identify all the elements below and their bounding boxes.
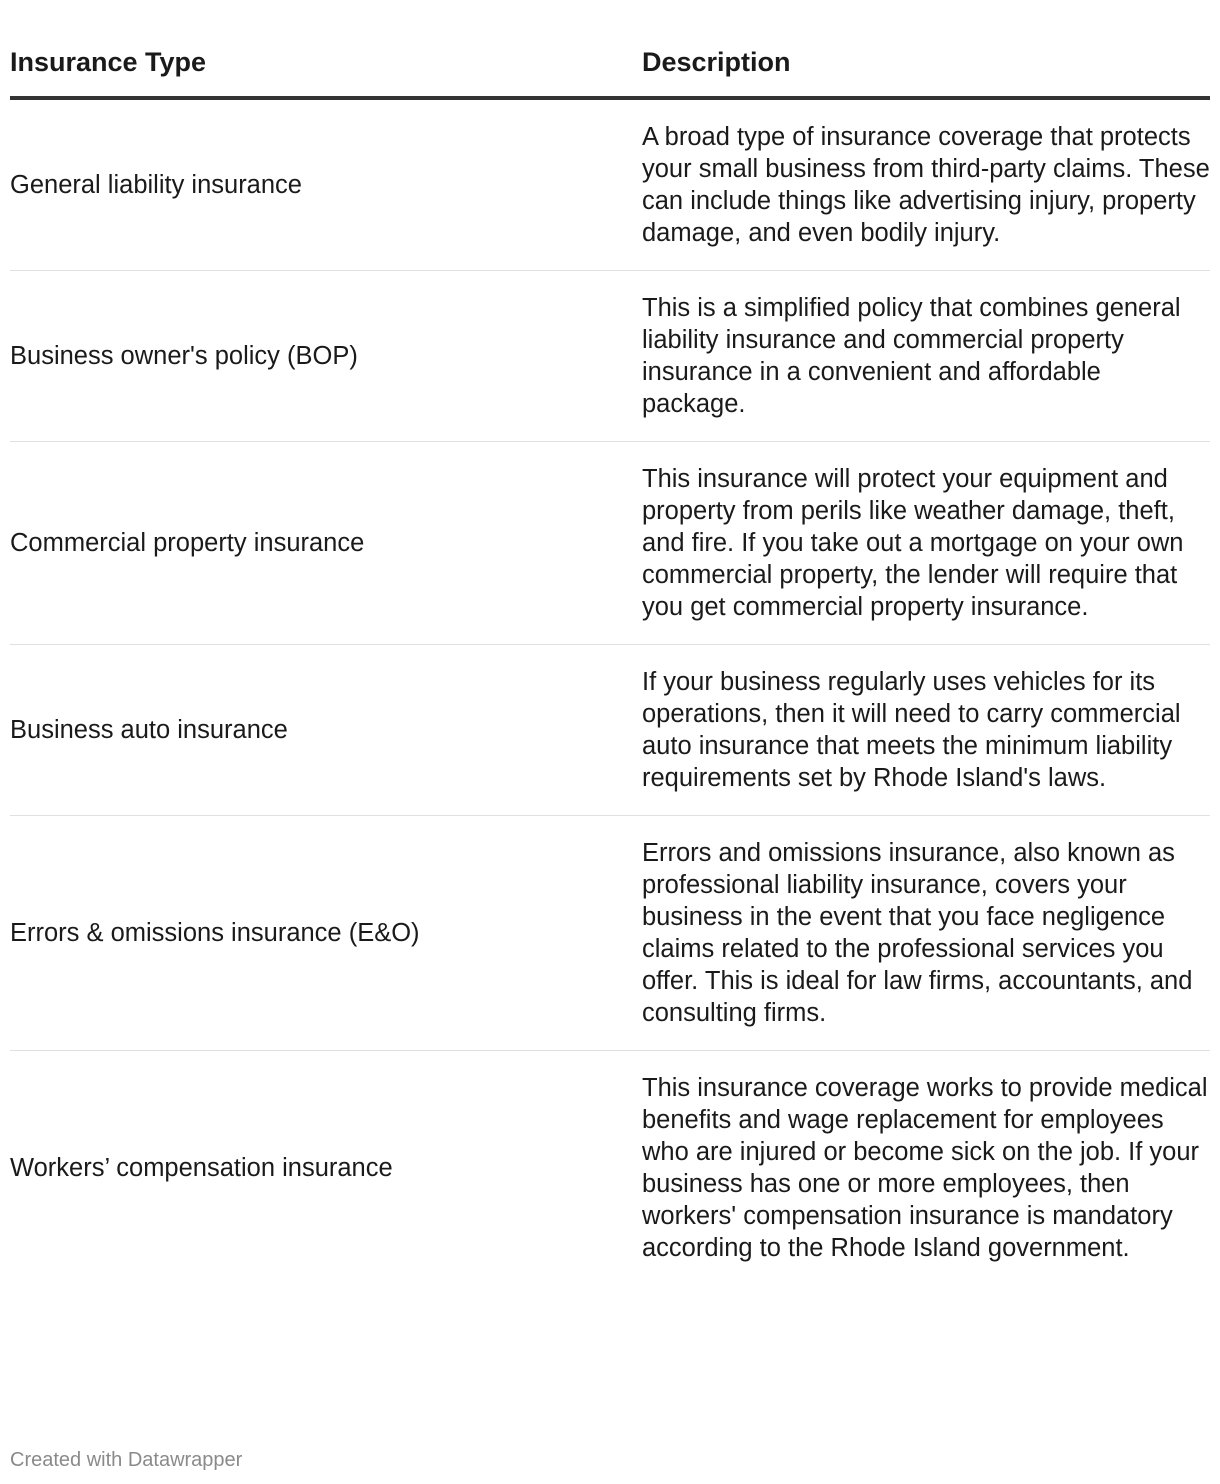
header-row (10, 30, 1210, 98)
table-row (10, 98, 1210, 271)
table-row (10, 271, 1210, 442)
column-header-description: Description (642, 30, 1210, 98)
description-cell: This insurance will protect your equipment and property from perils like weather damage, theft, and fire. If you take out a mortgage on your own commercial property, the lender will require that you get commercial property insurance. (642, 442, 1210, 645)
description-cell: A broad type of insurance coverage that protects your small business from third-party claims. These can include things like advertising injury, property damage, and even bodily injury. (642, 98, 1210, 271)
table-header (10, 30, 1210, 98)
description-cell: Errors and omissions insurance, also known as professional liability insurance, covers your business in the event that you face negligence claims related to the professional services you offer. This is ideal for law firms, accountants, and consulting firms. (642, 816, 1210, 1051)
insurance-type-cell: Errors & omissions insurance (E&O) (10, 816, 642, 1051)
insurance-type-cell: Business auto insurance (10, 645, 642, 816)
table-row (10, 645, 1210, 816)
table-body (10, 98, 1210, 1285)
description-cell: This insurance coverage works to provide medical benefits and wage replacement for employees who are injured or become sick on the job. If your business has one or more employees, then workers' compensation insurance is mandatory according to the Rhode Island government. (642, 1074, 1208, 1262)
description-cell: If your business regularly uses vehicles for its operations, then it will need to carry commercial auto insurance that meets the minimum liability requirements set by Rhode Island's laws. (642, 645, 1210, 816)
column-header-insurance-type: Insurance Type (10, 30, 642, 98)
table-row (10, 442, 1210, 645)
insurance-type-cell: General liability insurance (10, 98, 642, 271)
footer-credit: Created with Datawrapper (10, 1449, 243, 1471)
insurance-table-container (10, 30, 1210, 1285)
insurance-type-cell: Commercial property insurance (10, 442, 642, 645)
table-row (10, 816, 1210, 1051)
table-row (10, 1051, 1210, 1286)
insurance-type-cell: Business owner's policy (BOP) (10, 271, 642, 442)
insurance-table (10, 30, 1210, 1285)
insurance-type-cell: Workers’ compensation insurance (10, 1154, 393, 1182)
description-cell: This is a simplified policy that combines general liability insurance and commercial property insurance in a convenient and affordable package. (642, 271, 1210, 442)
